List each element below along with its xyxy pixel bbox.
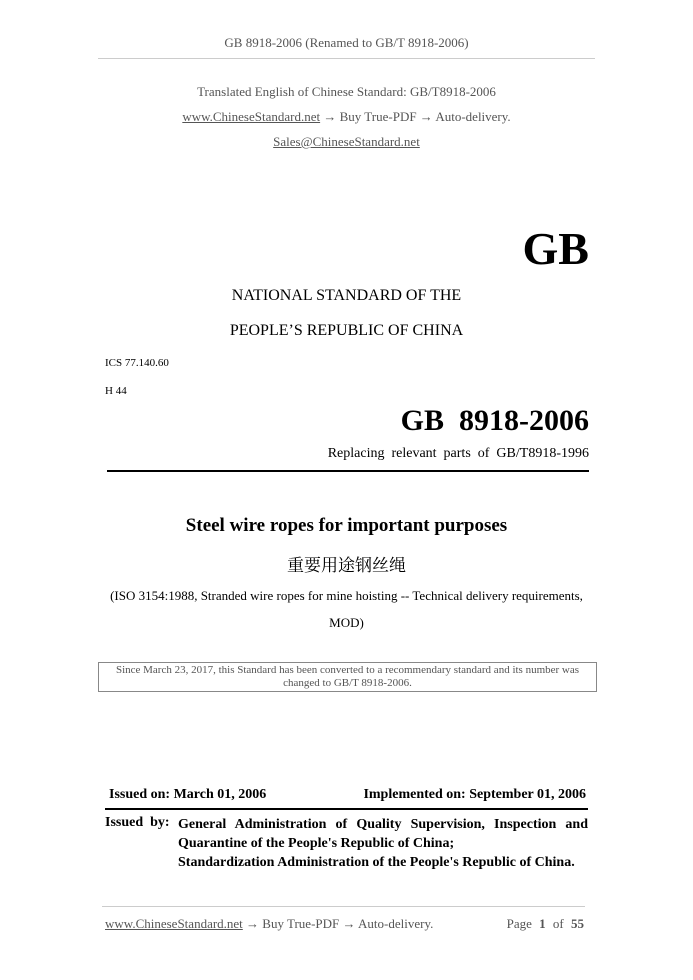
title-english: Steel wire ropes for important purposes <box>185 515 508 536</box>
promo-line <box>0 109 693 125</box>
replacing-note: Replacing relevant parts of GB/T8918-1996 <box>327 446 589 461</box>
footer-website-link[interactable]: www.ChineseStandard.net <box>105 916 243 931</box>
standard-number: GB 8918-2006 <box>400 404 589 437</box>
website-link[interactable]: www.ChineseStandard.net <box>182 109 321 124</box>
title-chinese: 重要用途钢丝绳 <box>287 556 406 576</box>
dates-divider <box>105 808 588 810</box>
issued-on: Issued on: March 01, 2006 <box>109 787 267 802</box>
issued-by-org2: Standardization Administration of the People's Republic of China. <box>178 855 575 870</box>
footer-promo-text: → Buy True-PDF → Auto-delivery. <box>242 916 434 931</box>
page-of: of <box>552 916 564 931</box>
implemented-on: Implemented on: September 01, 2006 <box>363 787 586 802</box>
h-code: H 44 <box>105 385 127 397</box>
page-label: Page <box>506 916 532 931</box>
title-divider <box>107 470 589 472</box>
iso-reference-line1: (ISO 3154:1988, Stranded wire ropes for mine hoisting -- Technical delivery requirements, <box>110 588 583 603</box>
page-indicator <box>507 916 584 932</box>
iso-reference-line2: MOD) <box>329 615 364 630</box>
header-divider <box>98 58 595 59</box>
gb-logo: GB <box>522 223 589 274</box>
promo-text: → Buy True-PDF → Auto-delivery. <box>320 109 511 124</box>
email-line <box>0 134 693 150</box>
footer-promo <box>105 916 433 932</box>
footer-divider <box>102 906 585 907</box>
translation-note: Translated English of Chinese Standard: GB/T8918-2006 <box>197 84 496 99</box>
email-link[interactable]: Sales@ChineseStandard.net <box>273 134 420 149</box>
issued-by-org1: General Administration of Quality Supervision, Inspection and Quarantine of the People's Republic of China; <box>178 817 588 851</box>
national-standard-line1: NATIONAL STANDARD OF THE <box>231 287 462 304</box>
running-header: GB 8918-2006 (Renamed to GB/T 8918-2006) <box>224 35 469 50</box>
page-total: 55 <box>571 916 584 931</box>
ics-code: ICS 77.140.60 <box>105 357 169 369</box>
conversion-notice-box: Since March 23, 2017, this Standard has been converted to a recommendary standard and its number was changed to GB/T 8918-2006. <box>98 662 597 692</box>
page-number: 1 <box>539 916 546 931</box>
issued-by-label: Issued by: <box>105 815 170 830</box>
national-standard-line2: PEOPLE’S REPUBLIC OF CHINA <box>229 322 464 339</box>
